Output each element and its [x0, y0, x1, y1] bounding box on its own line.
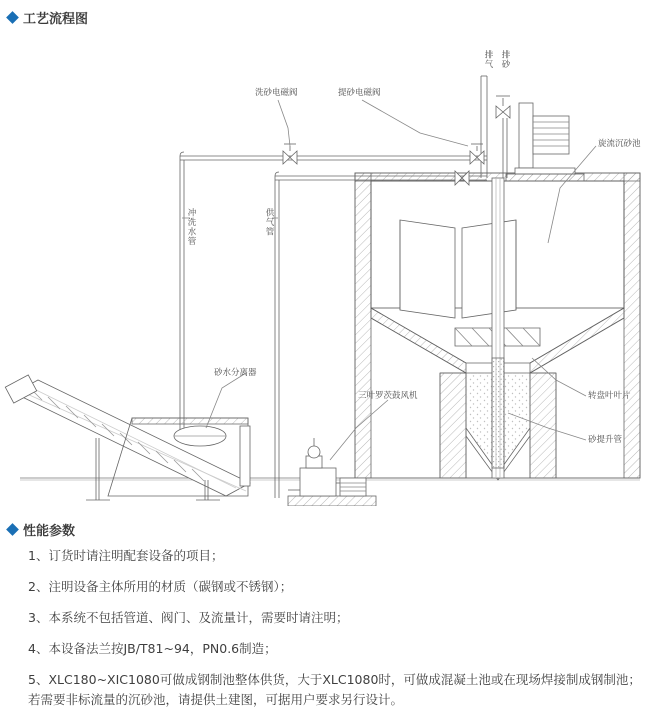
- process-flow-title-text: 工艺流程图: [23, 12, 89, 27]
- performance-params-list: [28, 548, 648, 723]
- label-sand-water-separator: 砂水分离器: [214, 368, 257, 378]
- diamond-bullet-icon: [6, 11, 19, 24]
- param-item-4-text: 4、本设备法兰按JB/T81~94，PN0.6制造；: [28, 641, 277, 656]
- label-wash-sand-solenoid-valve: 洗砂电磁阀: [255, 88, 298, 98]
- process-flow-diagram: [0, 28, 660, 506]
- label-discharge-sand: 排砂: [500, 50, 510, 69]
- param-item-3-text: 3、本系统不包括管道、阀门、及流量计，需要时请注明；: [28, 610, 349, 625]
- label-lift-sand-solenoid-valve: 提砂电磁阀: [338, 88, 381, 98]
- param-item-1: [28, 548, 648, 564]
- performance-params-section-title: [8, 520, 75, 539]
- param-item-2: [28, 579, 648, 595]
- param-item-2-text: 2、注明设备主体所用的材质（碳钢或不锈钢）；: [28, 579, 293, 594]
- param-item-5-text: 5、XLC180~XIC1080可做成钢制池整体供货，大于XLC1080时，可做成混凝土池或在现场焊接制成钢制池；: [28, 672, 641, 687]
- diagram-svg: [0, 28, 660, 506]
- param-item-4: [28, 641, 648, 657]
- label-water-supply-pipe: 冲洗水管: [186, 208, 196, 246]
- param-item-3: [28, 610, 648, 626]
- performance-params-title-text: 性能参数: [23, 524, 76, 539]
- param-item-1-text: 1、订货时请注明配套设备的项目；: [28, 548, 224, 563]
- process-flow-section-title: [8, 8, 88, 27]
- label-cyclone-sand-settler: 旋流沉砂池: [598, 139, 641, 149]
- param-item-5-subtext: 若需要非标流量的沉砂池，请提供土建图，可据用户要求另行设计。: [28, 692, 404, 707]
- label-exhaust: 排气: [483, 50, 493, 69]
- param-item-5: [28, 672, 648, 708]
- label-roots-blower: 三叶罗茨鼓风机: [358, 391, 418, 401]
- label-rotating-disc-blade: 转盘叶叶片: [588, 391, 631, 401]
- label-air-supply-pipe: 供气管: [264, 208, 274, 237]
- label-sand-lift-pipe: 砂提升管: [588, 435, 623, 445]
- diamond-bullet-icon-2: [6, 523, 19, 536]
